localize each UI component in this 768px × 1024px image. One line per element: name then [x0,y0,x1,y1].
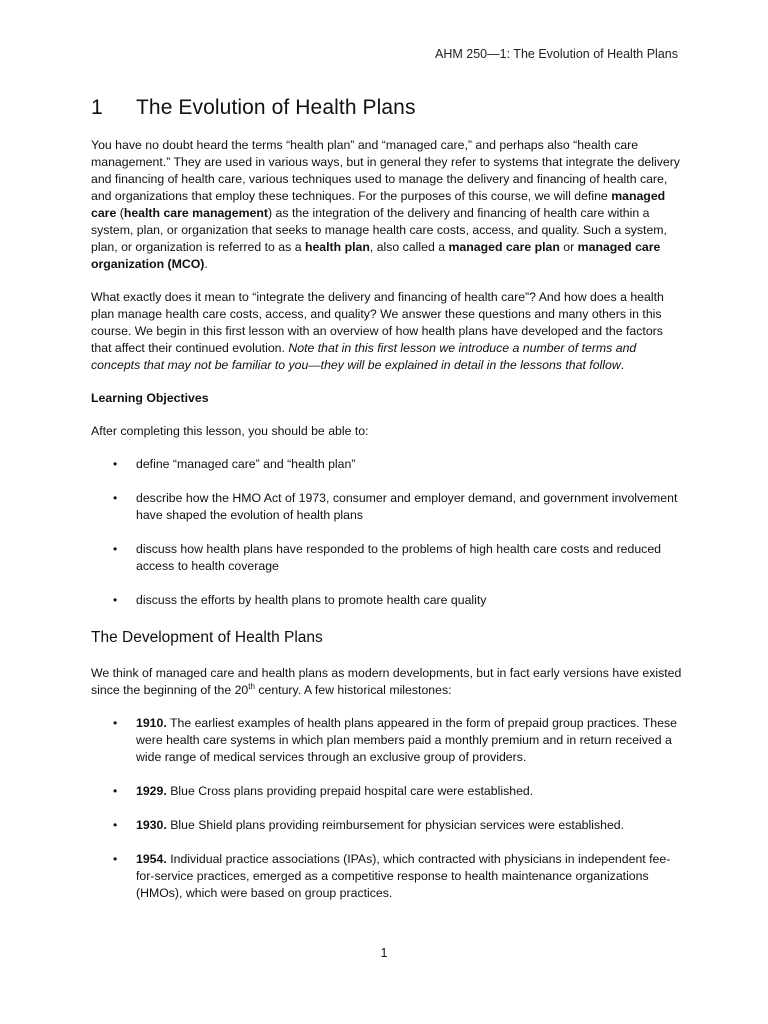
milestone-text: Blue Cross plans providing prepaid hospital care were established. [166,784,534,798]
list-item [91,592,683,609]
bullet-icon: • [113,852,118,866]
page-content [91,93,683,919]
learning-objectives-list [91,456,683,609]
intro-text: What exactly does it mean to “integrate the delivery and financing of health care”? And how does a health plan manage health care costs, access, and quality? We answer these questions and many others in this course. We begin in this first lesson with an overview of how health plans have developed and the factors that affect their continued evolution. [91,290,664,355]
bullet-icon: • [113,593,118,607]
milestones-list [91,715,683,902]
intro-paragraph-2 [91,289,683,374]
list-item [91,456,683,473]
intro-paragraph-1 [91,137,683,273]
intro-text: . [204,257,208,271]
bullet-icon: • [113,491,118,505]
intro-text: ) as the integration of the delivery and financing of health care within a system, plan, or organization that seeks to manage health care costs, access, and quality. Such a system, plan, or organization is referred to as a [91,206,667,254]
objective-text: discuss how health plans have responded to the problems of high health care costs and reduced access to health coverage [136,542,662,573]
intro-text: You have no doubt heard the terms “health plan” and “managed care,” and perhaps also “health care management.” They are used in various ways, but in general they refer to systems that integrate the delivery and financing of health care, various techniques used to manage the delivery and financing of health care, and organizations that employ these techniques. For the purposes of this course, we will define [91,138,680,203]
milestone-year: 1930. [136,818,167,832]
objective-text: define “managed care” and “health plan” [136,457,356,471]
list-item [91,783,683,800]
milestone-text: Blue Shield plans providing reimbursement for physician services were established. [166,818,625,832]
intro-text: , also called a [369,240,449,254]
bullet-icon: • [113,818,118,832]
chapter-number: 1 [91,96,103,119]
intro-text: ( [116,206,124,220]
term-mco: managed care organization (MCO) [91,240,661,271]
term-managed-care: managed care [91,189,666,220]
list-item [91,851,683,902]
milestone-year: 1929. [136,784,167,798]
bullet-icon: • [113,716,118,730]
ordinal-suffix: th [248,681,255,691]
list-item [91,817,683,834]
learning-objectives-lead: After completing this lesson, you should be able to: [91,424,369,438]
term-health-plan: health plan [304,240,370,254]
milestone-text: The earliest examples of health plans appeared in the form of prepaid group practices. These were health care systems in which plan members paid a monthly premium and in return received a wide range of medical services through an exclusive group of providers. [136,716,677,764]
chapter-title [91,93,683,123]
learning-objectives-heading: Learning Objectives [91,391,209,405]
objective-text: describe how the HMO Act of 1973, consumer and employer demand, and government involvement have shaped the evolution of health plans [136,491,678,522]
milestone-year: 1910. [136,716,167,730]
section-heading: The Development of Health Plans [91,629,323,646]
objective-text: discuss the efforts by health plans to promote health care quality [136,593,487,607]
milestone-text: Individual practice associations (IPAs), which contracted with physicians in independent fee-for-service practices, emerged as a competitive response to health maintenance organizations (HMOs), which were based on group practices. [136,852,671,900]
running-header: AHM 250—1: The Evolution of Health Plans [435,47,678,61]
page-number: 1 [380,946,388,960]
bullet-icon: • [113,457,118,471]
bullet-icon: • [113,784,118,798]
chapter-title-text: The Evolution of Health Plans [136,96,416,119]
intro-note: Note that in this first lesson we introduce a number of terms and concepts that may not be familiar to you—they will be explained in detail in the lessons that follow [91,341,637,372]
lead-text: We think of managed care and health plans as modern developments, but in fact early versions have existed since the beginning of the 20 [91,666,682,697]
term-managed-care-plan: managed care plan [448,240,560,254]
intro-text: . [620,358,625,372]
lead-text: century. A few historical milestones: [254,683,452,697]
list-item [91,490,683,524]
list-item [91,541,683,575]
list-item [91,715,683,766]
development-lead [91,665,683,699]
bullet-icon: • [113,542,118,556]
intro-text: or [559,240,578,254]
term-health-care-management: health care management [123,206,269,220]
milestone-year: 1954. [136,852,167,866]
